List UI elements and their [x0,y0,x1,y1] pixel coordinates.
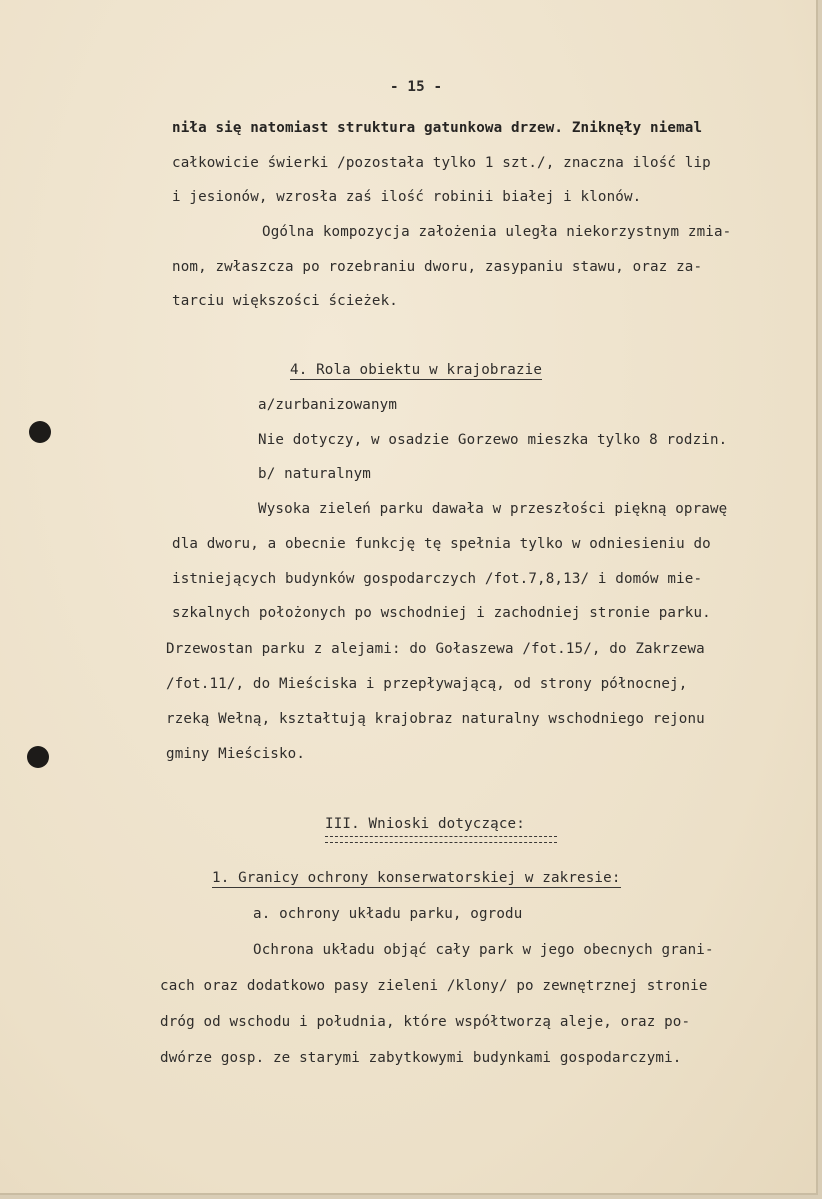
heading-double-underline [325,836,557,843]
body-line: Ogólna kompozycja założenia uległa niekorzystnym zmia- [262,224,732,240]
body-line: dwórze gosp. ze starymi zabytkowymi budynkami gospodarczymi. [160,1050,682,1066]
body-line: Wysoka zieleń parku dawała w przeszłości piękną oprawę [258,501,728,517]
body-line: cach oraz dodatkowo pasy zieleni /klony/ po zewnętrznej stronie [160,978,708,994]
body-line: istniejących budynków gospodarczych /fot.7,8,13/ i domów mie- [172,571,703,587]
body-line: dla dworu, a obecnie funkcję tę spełnia tylko w odniesieniu do [172,536,711,552]
body-line: niła się natomiast struktura gatunkowa drzew. Zniknęły niemal [172,120,703,136]
body-line: Nie dotyczy, w osadzie Gorzewo mieszka tylko 8 rodzin. [258,432,728,448]
punch-hole-top [29,421,51,443]
body-line: całkowicie świerki /pozostała tylko 1 szt./, znaczna ilość lip [172,155,711,171]
body-line: szkalnych położonych po wschodniej i zachodniej stronie parku. [172,605,711,621]
body-line: /fot.11/, do Mieściska i przepływającą, od strony północnej, [166,676,688,692]
body-line: dróg od wschodu i południa, które współtworzą aleje, oraz po- [160,1014,691,1030]
body-line: tarciu większości ścieżek. [172,293,398,309]
section-heading-protection: 1. Granicy ochrony konserwatorskiej w zakresie: [212,870,621,886]
chapter-heading-conclusions: III. Wnioski dotyczące: [325,816,525,832]
body-line: gminy Mieścisko. [166,746,306,762]
punch-hole-bottom [27,746,49,768]
body-line: nom, zwłaszcza po rozebraniu dworu, zasypaniu stawu, oraz za- [172,259,703,275]
subsection-label: a. ochrony układu parku, ogrodu [253,906,523,922]
body-line: rzeką Wełną, kształtują krajobraz naturalny wschodniego rejonu [166,711,705,727]
subsection-label: a/zurbanizowanym [258,397,398,413]
body-line: i jesionów, wzrosła zaś ilość robinii białej i klonów. [172,189,642,205]
subsection-label: b/ naturalnym [258,466,371,482]
body-line: Drzewostan parku z alejami: do Gołaszewa /fot.15/, do Zakrzewa [166,641,705,657]
page-number: - 15 - [390,79,443,95]
section-heading-landscape: 4. Rola obiektu w krajobrazie [290,362,543,378]
body-line: Ochrona układu objąć cały park w jego obecnych grani- [253,942,714,958]
